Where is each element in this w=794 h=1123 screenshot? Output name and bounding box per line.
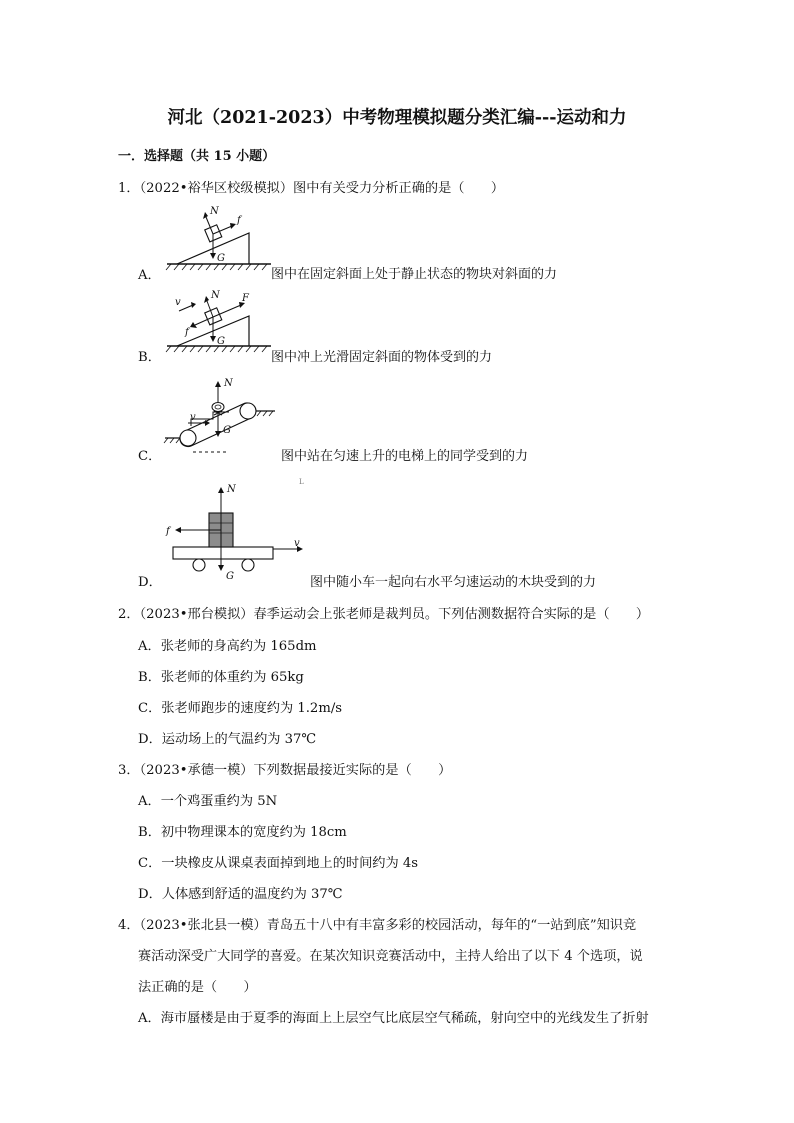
option-label-c: C．	[138, 449, 162, 464]
question-2-option-b: B．张老师的体重约为 65kg	[138, 670, 304, 685]
figure-b-incline-block	[163, 289, 275, 353]
force-label-n: N	[227, 484, 236, 495]
force-label-f: f	[185, 327, 189, 338]
option-text-c: 图中站在匀速上升的电梯上的同学受到的力	[281, 449, 529, 464]
question-4-option-a: A．海市蜃楼是由于夏季的海面上上层空气比底层空气稀疏，射向空中的光线发生了折射	[138, 1011, 649, 1026]
force-label-g: G	[226, 571, 234, 582]
question-3-stem: 3．（2023•承德一模）下列数据最接近实际的是（ ）	[118, 763, 452, 778]
force-label-g: G	[217, 336, 225, 347]
question-2-option-d: D．运动场上的气温约为 37℃	[138, 732, 317, 747]
stray-mark: L	[299, 478, 304, 486]
velocity-label: v	[175, 297, 181, 308]
force-label-n: N	[210, 206, 219, 217]
option-label-a: A．	[138, 268, 161, 283]
force-label-f: f	[166, 526, 170, 537]
velocity-label: v	[294, 538, 300, 549]
question-1-stem: 1．（2022•裕华区校级模拟）图中有关受力分析正确的是（ ）	[118, 181, 505, 196]
figure-d-cart-block	[163, 482, 313, 582]
force-label-n: N	[224, 378, 233, 389]
question-3-option-d: D．人体感到舒适的温度约为 37℃	[138, 887, 343, 902]
document-title: 河北（2021-2023）中考物理模拟题分类汇编---运动和力	[167, 108, 627, 128]
figure-c-escalator	[163, 374, 283, 464]
force-label-n: N	[211, 290, 220, 301]
question-2-stem: 2．（2023•邢台模拟）春季运动会上张老师是裁判员。下列估测数据符合实际的是（ ）	[118, 607, 650, 622]
option-label-d: D．	[138, 575, 162, 590]
question-4-stem-line-3: 法正确的是（ ）	[138, 980, 257, 995]
section-heading: 一．选择题（共 15 小题）	[118, 149, 276, 164]
force-label-g: G	[217, 253, 225, 264]
question-2-option-a: A．张老师的身高约为 165dm	[138, 639, 317, 654]
figure-a-incline-block	[163, 203, 275, 271]
question-3-option-b: B．初中物理课本的宽度约为 18cm	[138, 825, 347, 840]
option-text-d: 图中随小车一起向右水平匀速运动的木块受到的力	[310, 575, 597, 590]
force-label-f-upper: F	[242, 293, 249, 304]
question-3-option-a: A．一个鸡蛋重约为 5N	[138, 794, 278, 809]
question-4-stem-line-1: 4．（2023•张北县一模）青岛五十八中有丰富多彩的校园活动，每年的“一站到底”知识竞	[118, 918, 637, 933]
question-3-option-c: C．一块橡皮从课桌表面掉到地上的时间约为 4s	[138, 856, 419, 871]
question-4-stem-line-2: 赛活动深受广大同学的喜爱。在某次知识竞赛活动中，主持人给出了以下 4 个选项，说	[138, 949, 643, 964]
option-text-a: 图中在固定斜面上处于静止状态的物块对斜面的力	[271, 267, 558, 282]
force-label-g: G	[223, 425, 231, 436]
option-label-b: B．	[138, 350, 161, 365]
force-label-f: f	[237, 215, 241, 226]
velocity-label: v	[190, 412, 196, 423]
question-2-option-c: C．张老师跑步的速度约为 1.2m/s	[138, 701, 343, 716]
option-text-b: 图中冲上光滑固定斜面的物体受到的力	[271, 350, 493, 365]
